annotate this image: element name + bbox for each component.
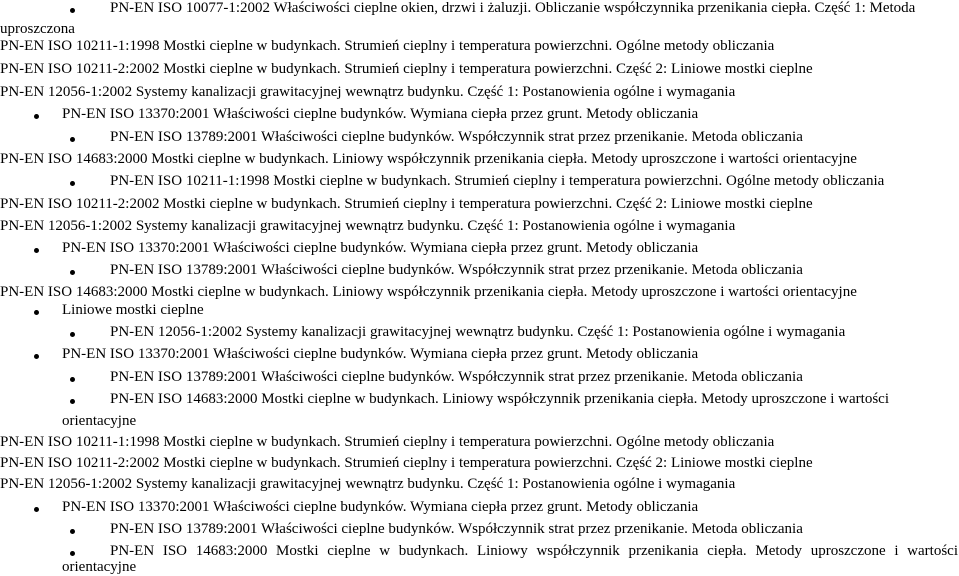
list-bullet (70, 377, 75, 382)
paragraph-line: uproszczona (0, 21, 75, 37)
list-item-text: PN-EN ISO 13370:2001 Właściwości cieplne budynków. Wymiana ciepła przez grunt. Metody obliczania (62, 106, 699, 122)
list-bullet (70, 270, 75, 275)
list-bullet (70, 529, 75, 534)
list-item-text: PN-EN ISO 13789:2001 Właściwości cieplne budynków. Współczynnik strat przez przenikanie. Metoda obliczania (110, 369, 803, 385)
paragraph-line: PN-EN 12056-1:2002 Systemy kanalizacji grawitacyjnej wewnątrz budynku. Część 1: Postanowienia ogólne i wymagania (0, 218, 736, 234)
paragraph-line: orientacyjne (62, 559, 137, 575)
paragraph-line: orientacyjne (62, 413, 137, 429)
paragraph-line: PN-EN ISO 10211-2:2002 Mostki cieplne w budynkach. Strumień cieplny i temperatura powierzchni. Część 2: Liniowe mostki cieplne (0, 455, 813, 471)
list-bullet (70, 8, 75, 13)
list-item-text: PN-EN ISO 13370:2001 Właściwości cieplne budynków. Wymiana ciepła przez grunt. Metody obliczania (62, 240, 699, 256)
list-bullet (70, 137, 75, 142)
list-item-text: PN-EN ISO 10077-1:2002 Właściwości cieplne okien, drzwi i żaluzji. Obliczanie współczynnika przenikania ciepła. Część 1: Metoda (110, 0, 916, 16)
paragraph-line: PN-EN 12056-1:2002 Systemy kanalizacji grawitacyjnej wewnątrz budynku. Część 1: Postanowienia ogólne i wymagania (0, 476, 736, 492)
list-bullet (34, 248, 39, 253)
list-bullet (70, 399, 75, 404)
list-bullet (70, 332, 75, 337)
paragraph-line: PN-EN ISO 10211-2:2002 Mostki cieplne w budynkach. Strumień cieplny i temperatura powierzchni. Część 2: Liniowe mostki cieplne (0, 196, 813, 212)
paragraph-line: PN-EN ISO 10211-1:1998 Mostki cieplne w budynkach. Strumień cieplny i temperatura powierzchni. Ogólne metody obliczania (0, 434, 775, 450)
list-bullet (70, 551, 75, 556)
list-bullet (34, 310, 39, 315)
list-item-text: PN-EN ISO 13370:2001 Właściwości cieplne budynków. Wymiana ciepła przez grunt. Metody obliczania (62, 346, 699, 362)
list-bullet (70, 181, 75, 186)
list-item-text: PN-EN ISO 13789:2001 Właściwości cieplne budynków. Współczynnik strat przez przenikanie. Metoda obliczania (110, 129, 803, 145)
list-item-text: PN-EN 12056-1:2002 Systemy kanalizacji grawitacyjnej wewnątrz budynku. Część 1: Postanowienia ogólne i wymagania (110, 324, 846, 340)
list-item-text: PN-EN ISO 10211-1:1998 Mostki cieplne w budynkach. Strumień cieplny i temperatura powierzchni. Ogólne metody obliczania (110, 173, 885, 189)
paragraph-line: PN-EN 12056-1:2002 Systemy kanalizacji grawitacyjnej wewnątrz budynku. Część 1: Postanowienia ogólne i wymagania (0, 84, 736, 100)
paragraph-line: PN-EN ISO 14683:2000 Mostki cieplne w budynkach. Liniowy współczynnik przenikania ciepła. Metody uproszczone i wartości orientacyjne (0, 284, 857, 300)
list-bullet (34, 354, 39, 359)
list-item-text: PN-EN ISO 13370:2001 Właściwości cieplne budynków. Wymiana ciepła przez grunt. Metody obliczania (62, 499, 699, 515)
paragraph-line: PN-EN ISO 10211-2:2002 Mostki cieplne w budynkach. Strumień cieplny i temperatura powierzchni. Część 2: Liniowe mostki cieplne (0, 61, 813, 77)
list-item-text: PN-EN ISO 14683:2000 Mostki cieplne w budynkach. Liniowy współczynnik przenikania ciepła. Metody uproszczone i wartości (110, 543, 958, 559)
paragraph-line: PN-EN ISO 14683:2000 Mostki cieplne w budynkach. Liniowy współczynnik przenikania ciepła. Metody uproszczone i wartości orientacyjne (0, 151, 857, 167)
list-item-text: PN-EN ISO 13789:2001 Właściwości cieplne budynków. Współczynnik strat przez przenikanie. Metoda obliczania (110, 262, 803, 278)
list-item-text: Liniowe mostki cieplne (62, 302, 204, 318)
list-item-text: PN-EN ISO 13789:2001 Właściwości cieplne budynków. Współczynnik strat przez przenikanie. Metoda obliczania (110, 521, 803, 537)
list-item-text: PN-EN ISO 14683:2000 Mostki cieplne w budynkach. Liniowy współczynnik przenikania ciepła. Metody uproszczone i wartości (110, 391, 889, 407)
paragraph-line: PN-EN ISO 10211-1:1998 Mostki cieplne w budynkach. Strumień cieplny i temperatura powierzchni. Ogólne metody obliczania (0, 38, 775, 54)
list-bullet (34, 114, 39, 119)
list-bullet (34, 507, 39, 512)
